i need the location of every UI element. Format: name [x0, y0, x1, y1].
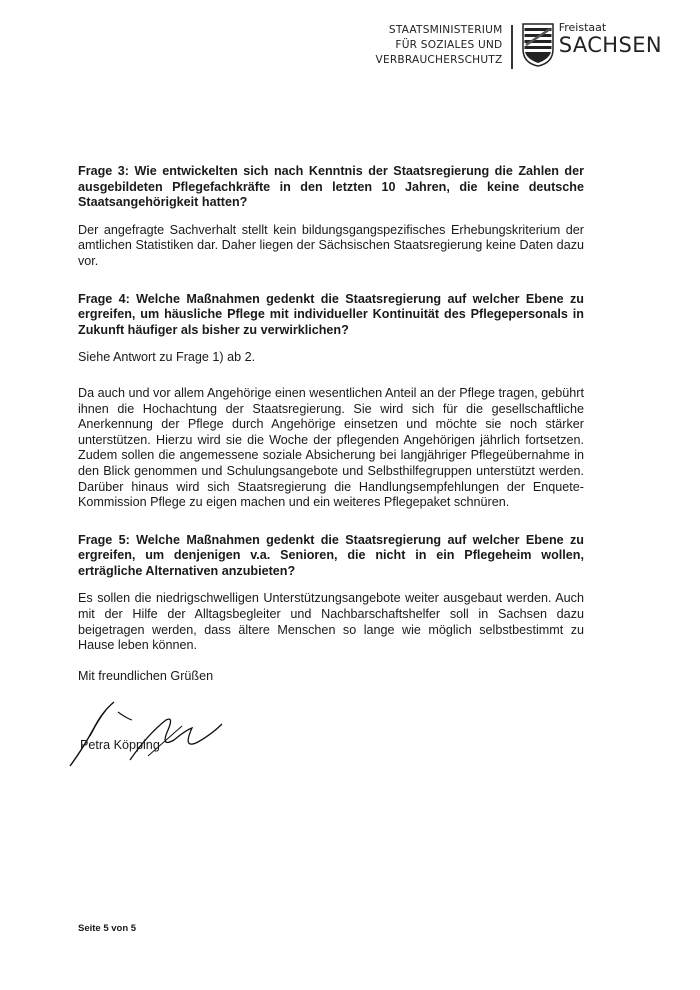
state-label-big: SACHSEN [558, 33, 662, 57]
letterhead [376, 20, 662, 69]
page-number: Seite 5 von 5 [78, 923, 137, 934]
ministry-line: FÜR SOZIALES UND [395, 39, 503, 51]
handwritten-signature-icon [62, 690, 242, 770]
answer-3: Der angefragte Sachverhalt stellt kein bildungsgangspezifisches Erhebungskriterium der amtlichen Statistiken dar. Daher liegen der Sächsischen Staatsregierung keine Daten dazu vor. [78, 222, 584, 268]
question-4: Frage 4: Welche Maßnahmen gedenkt die Staatsregierung auf welcher Ebene zu ergreifen, um häusliche Pflege mit individueller Kontinuität des Pflegepersonals in Zukunft häufiger als bisher zu verwirklichen? [78, 291, 584, 337]
question-3: Frage 3: Wie entwickelten sich nach Kenntnis der Staatsregierung die Zahlen der ausgebildeten Pflegefachkräfte in den letzten 10 Jahren, die keine deutsche Staatsangehörigkeit hatten? [78, 164, 584, 210]
state-label-small: Freistaat [558, 21, 607, 34]
ministry-name [376, 20, 503, 68]
closing-salutation: Mit freundlichen Grüßen [78, 669, 214, 683]
ministry-line: VERBRAUCHERSCHUTZ [375, 54, 503, 66]
header-divider [511, 25, 512, 69]
ministry-line: STAATSMINISTERIUM [388, 24, 503, 36]
signer-name: Petra Köpping [80, 738, 160, 752]
signature [62, 690, 242, 770]
letter-body [78, 164, 584, 654]
saxony-crest-icon [522, 23, 554, 67]
answer-5: Es sollen die niedrigschwelligen Unterstützungsangebote weiter ausgebaut werden. Auch mit der Hilfe der Alltagsbegleiter und Nachbarschaftshelfer soll in Sachsen dazu beigetragen werden, dass ältere Menschen so lange wie möglich selbstbestimmt zu Hause leben können. [78, 591, 584, 653]
state-name [559, 22, 662, 56]
answer-4-reference: Siehe Antwort zu Frage 1) ab 2. [78, 350, 256, 365]
question-5: Frage 5: Welche Maßnahmen gedenkt die Staatsregierung auf welcher Ebene zu ergreifen, um denjenigen v.a. Senioren, die nicht in ein Pflegeheim wollen, erträgliche Alternativen anzubieten? [78, 532, 584, 578]
answer-4: Da auch und vor allem Angehörige einen wesentlichen Anteil an der Pflege tragen, gebührt ihnen die Hochachtung der Staatsregierung. Sie wird sich für die gesellschaftliche Anerkennung der Pflege durch Angehörige einsetzen und möchte sie noch stärker unterstützen. Hierzu wird sie die Woche der pflegenden Angehörigen jährlich fortsetzen. Zudem sollen die angemessene soziale Absicherung bei langjähriger Pflegeübernahme in den Blick genommen und Schulungsangebote und Selbsthilfegruppen unterstützt werden. Darüber hinaus wird sich Staatsregierung die Handlungsempfehlungen der Enquete-Kommission Pflege zu eigen machen und ein weiteres Pflegepaket schnüren. [78, 385, 584, 510]
